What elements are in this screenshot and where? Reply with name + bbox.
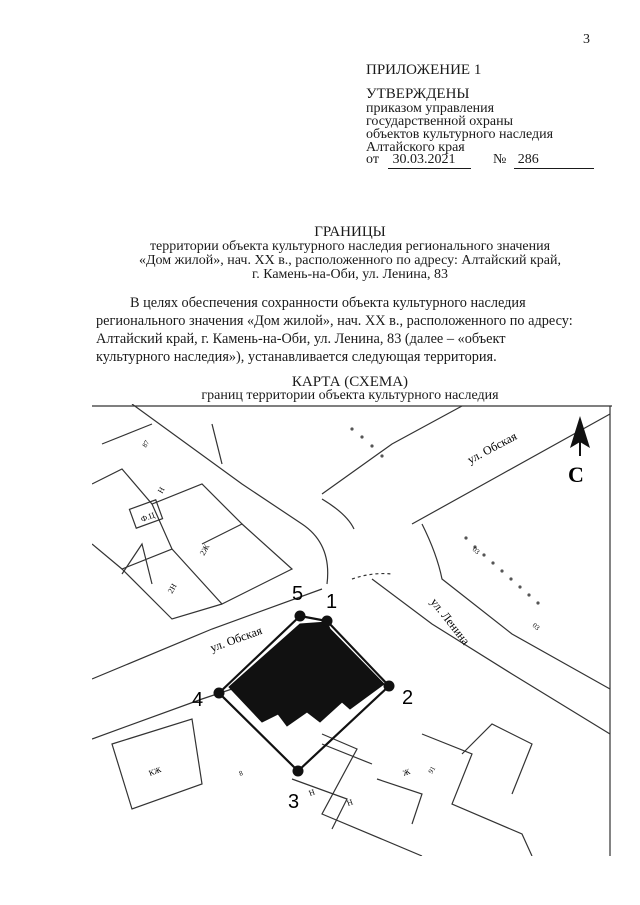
block-outline xyxy=(212,424,222,464)
building-outline xyxy=(112,719,202,809)
approval-line: приказом управления xyxy=(366,101,495,116)
block-outline xyxy=(462,724,532,794)
point-label: 1 xyxy=(326,591,338,613)
map-subtitle: границ территории объекта культурного наследия xyxy=(201,388,499,403)
paragraph-line: культурного наследия»), устанавливается следующая территория. xyxy=(96,349,497,365)
road-edge xyxy=(372,579,610,734)
road-edge xyxy=(322,406,462,494)
block-outline xyxy=(422,734,532,856)
boundary-map xyxy=(92,404,612,856)
small-label: 03 xyxy=(530,621,542,633)
approval-title: УТВЕРЖДЕНЫ xyxy=(366,86,470,102)
block-outline xyxy=(322,744,372,764)
order-number: 286 xyxy=(514,152,594,169)
block-outline xyxy=(377,779,422,824)
building-label: 2Ж xyxy=(197,542,212,557)
approval-line: Алтайского края xyxy=(366,140,465,155)
boundary-point xyxy=(214,688,225,699)
building-label: Ф.Ц xyxy=(139,510,156,524)
point-label: 2 xyxy=(402,687,414,709)
paragraph-line: В целях обеспечения сохранности объекта культурного наследия xyxy=(130,295,526,311)
street-label: ул. Обская xyxy=(208,623,264,655)
boundary-point xyxy=(322,616,333,627)
road-edge xyxy=(422,524,610,689)
boundary-point xyxy=(384,681,395,692)
from-label: от xyxy=(366,152,379,167)
street-label: ул. Ленина xyxy=(427,595,473,648)
boundary-point xyxy=(293,766,304,777)
building-label: КЖ xyxy=(147,765,163,778)
heading-title: ГРАНИЦЫ xyxy=(314,224,386,240)
approval-line: объектов культурного наследия xyxy=(366,127,554,142)
boundary-point xyxy=(295,611,306,622)
small-label: 87 xyxy=(140,438,152,449)
road-edge xyxy=(92,689,232,739)
north-label: С xyxy=(568,462,584,487)
building-label: Н xyxy=(155,485,167,495)
building-label: Ж xyxy=(401,766,412,778)
heading-line: г. Камень-на-Оби, ул. Ленина, 83 xyxy=(252,267,448,282)
small-label: 8 xyxy=(237,769,244,778)
point-label: 4 xyxy=(192,689,204,711)
heading-line: «Дом жилой», нач. XX в., расположенного по адресу: Алтайский край, xyxy=(139,253,561,268)
order-date: 30.03.2021 xyxy=(388,152,471,169)
building-label: Н xyxy=(307,787,317,798)
approval-line: государственной охраны xyxy=(366,114,514,129)
point-label: 3 xyxy=(288,791,300,813)
building-outline xyxy=(92,469,242,544)
road-edge xyxy=(322,499,354,529)
road-edge xyxy=(352,574,392,579)
street-label: ул. Обская xyxy=(464,428,520,467)
building-outline xyxy=(122,544,152,584)
building-label: Н xyxy=(345,797,355,808)
small-label: 03 xyxy=(470,545,482,557)
small-label: 91 xyxy=(426,764,438,775)
order-date-number xyxy=(366,152,606,169)
map-title: КАРТА (СХЕМА) xyxy=(291,374,409,390)
heading-line: территории объекта культурного наследия регионального значения xyxy=(149,239,551,254)
paragraph-line: регионального значения «Дом жилой», нач. XX в., расположенного по адресу: xyxy=(96,313,573,329)
building-label: 2Н xyxy=(165,582,179,595)
page-number: 3 xyxy=(583,32,590,47)
building-outline xyxy=(172,524,292,604)
appendix-label: ПРИЛОЖЕНИЕ 1 xyxy=(366,62,482,78)
point-label: 5 xyxy=(292,583,304,605)
paragraph-line: Алтайский край, г. Камень-на-Оби, ул. Ленина, 83 (далее – «объект xyxy=(96,331,506,347)
number-label: № xyxy=(492,152,507,167)
